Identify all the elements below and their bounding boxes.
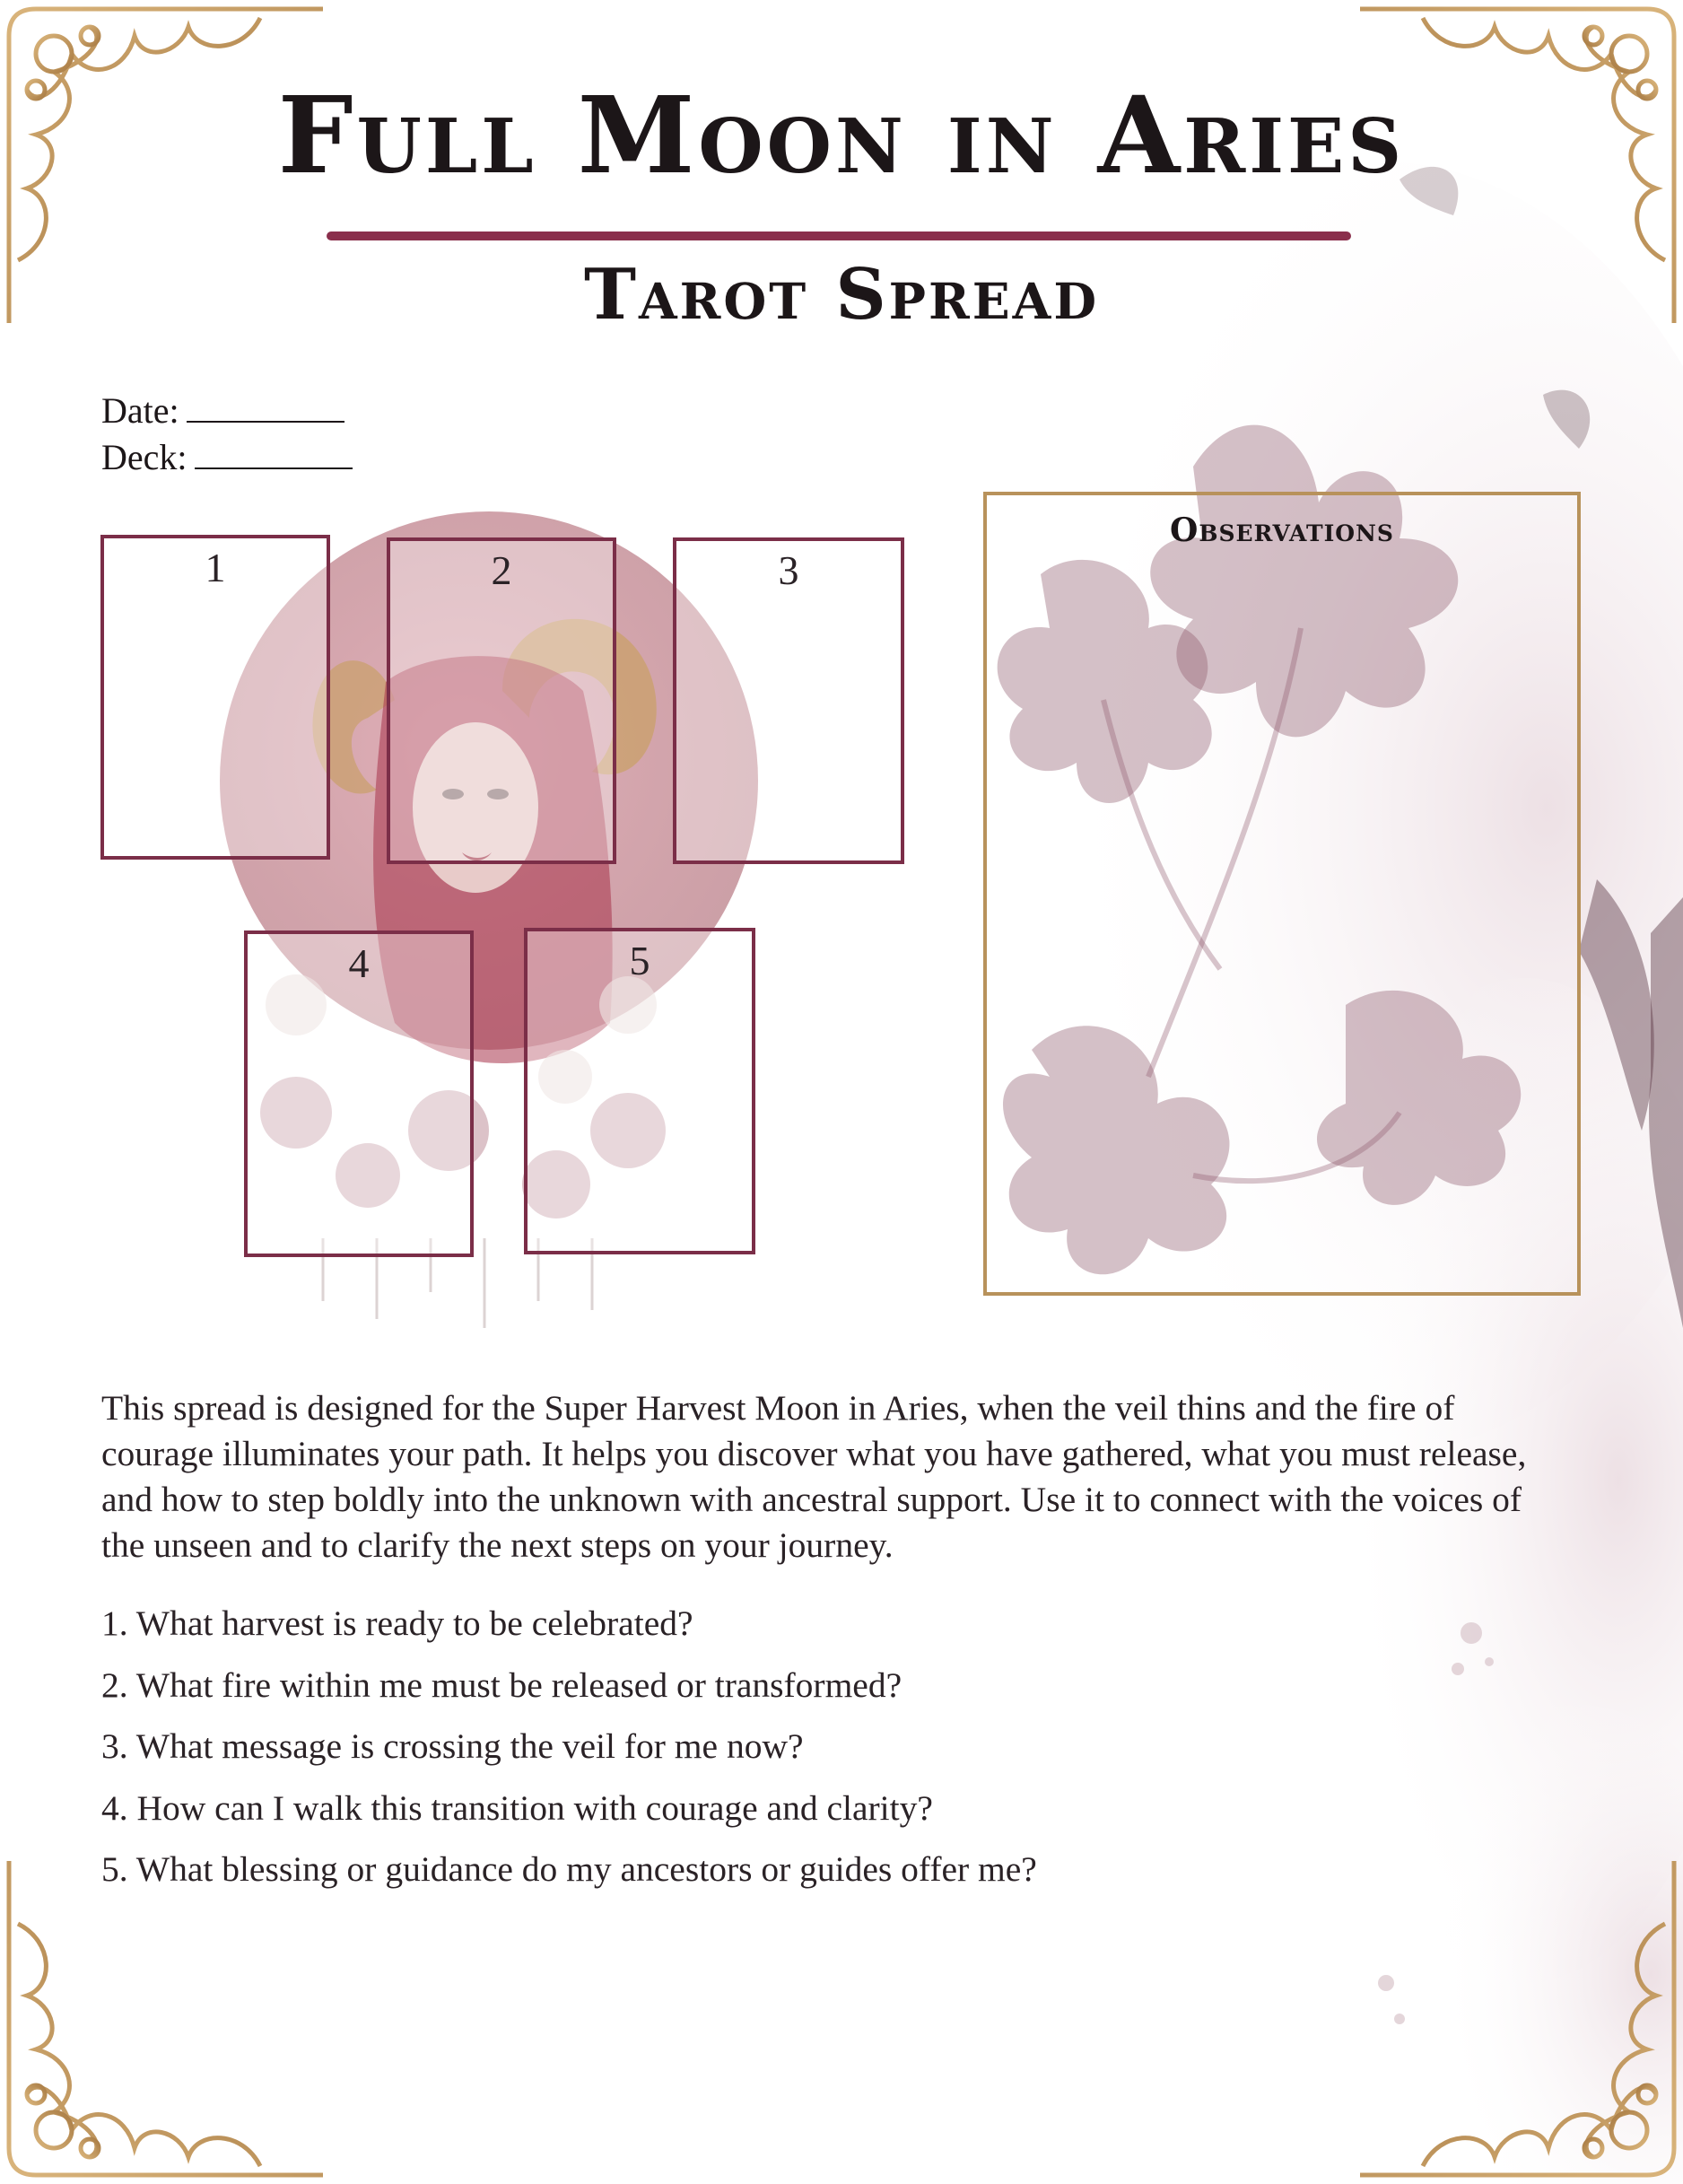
card-slot-5[interactable] <box>524 928 755 1254</box>
card-slot-3[interactable] <box>673 537 904 864</box>
list-item: 5. What blessing or guidance do my ancestors or guides offer me? <box>101 1849 1037 1889</box>
question-list <box>101 1603 1537 1914</box>
observations-box[interactable] <box>983 492 1581 1296</box>
deck-label: Deck: <box>101 437 187 477</box>
card-slot-2[interactable] <box>387 537 616 864</box>
page-title: Full Moon in Aries <box>277 73 1406 197</box>
card-slot-4[interactable] <box>244 930 474 1257</box>
deck-field[interactable] <box>101 437 353 477</box>
list-item: 3. What message is crossing the veil for me now? <box>101 1726 804 1766</box>
date-blank-line[interactable] <box>187 394 344 423</box>
card-number: 5 <box>629 938 650 983</box>
card-number: 3 <box>778 547 799 593</box>
date-field[interactable] <box>101 390 344 431</box>
intro-paragraph: This spread is designed for the Super Harvest Moon in Aries, when the veil thins and the fire of courage illuminates your path. It helps you discover what you have gathered, what you must release, and how to step boldly into the unknown with ancestral support. Use it to connect with the voices of the unseen and to clarify the next steps on your journey. <box>101 1388 1527 1565</box>
card-number: 2 <box>491 547 512 593</box>
deck-blank-line[interactable] <box>195 441 353 469</box>
page-subtitle: Tarot Spread <box>583 254 1100 336</box>
card-number: 1 <box>205 545 226 590</box>
card-number: 4 <box>348 940 370 986</box>
card-slot-1[interactable] <box>100 535 330 860</box>
list-item: 2. What fire within me must be released or transformed? <box>101 1664 903 1705</box>
list-item: 4. How can I walk this transition with courage and clarity? <box>101 1787 933 1828</box>
title-divider <box>327 232 1351 240</box>
date-label: Date: <box>101 390 179 431</box>
list-item: 1. What harvest is ready to be celebrated? <box>101 1603 693 1643</box>
observations-label: Observations <box>1170 511 1394 549</box>
